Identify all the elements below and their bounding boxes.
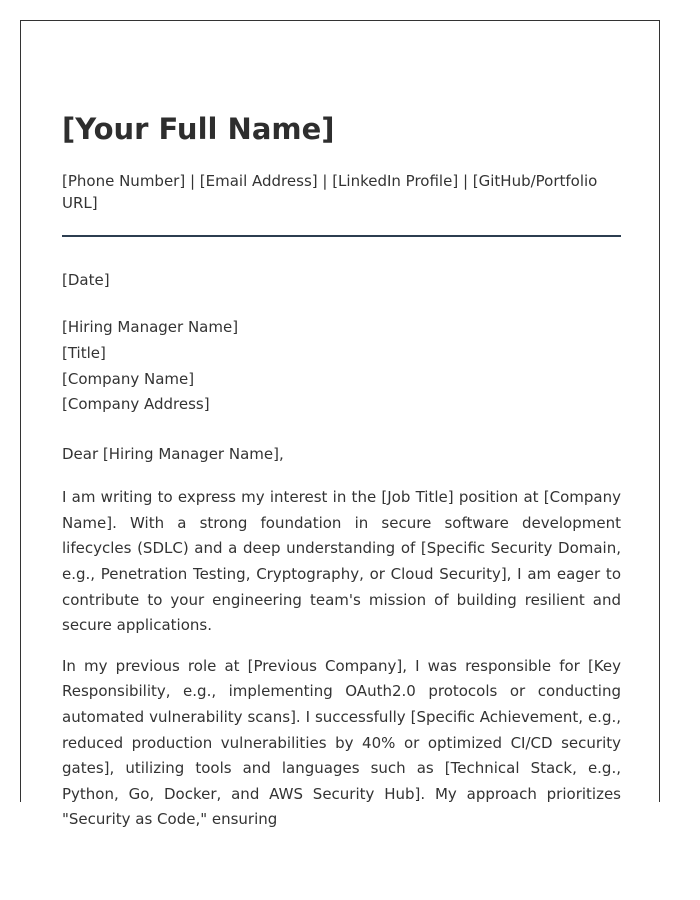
recipient-address: [Company Address] — [62, 395, 210, 414]
applicant-name: [Your Full Name] — [62, 112, 335, 146]
contact-info: [Phone Number] | [Email Address] | [LinkedIn Profile] | [GitHub/Portfolio URL] — [62, 172, 598, 212]
body-paragraph-intro: I am writing to express my interest in the [Job Title] position at [Company Name]. With a strong foundation in secure software development lifecycles (SDLC) and a deep understanding of [Specific Security Domain, e.g., Penetration Testing, Cryptography, or Cloud Security], I am eager to contribute to your engineering team's mission of building resilient and secure applications. — [62, 488, 621, 635]
letter-page — [20, 20, 660, 829]
letter-date: [Date] — [62, 271, 110, 289]
letter-content — [62, 111, 621, 848]
recipient-title: [Title] — [62, 343, 106, 362]
recipient-company: [Company Name] — [62, 369, 195, 388]
recipient-block — [62, 315, 621, 418]
salutation: Dear [Hiring Manager Name], — [62, 445, 284, 464]
header-divider — [62, 235, 621, 237]
recipient-name: [Hiring Manager Name] — [62, 318, 239, 336]
body-paragraph-experience: In my previous role at [Previous Company], I was responsible for [Key Responsibility, e.g., implementing OAuth2.0 protocols or conducting automated vulnerability scans]. I successfully [Specific Achievement, e.g., reduced production vulnerabilities by 40% or optimized CI/CD security gates], utilizing tools and languages such as [Technical Stack, e.g., Python, Go, Docker, and AWS Security Hub]. My approach prioritizes "Security as Code," ensuring — [62, 656, 621, 829]
